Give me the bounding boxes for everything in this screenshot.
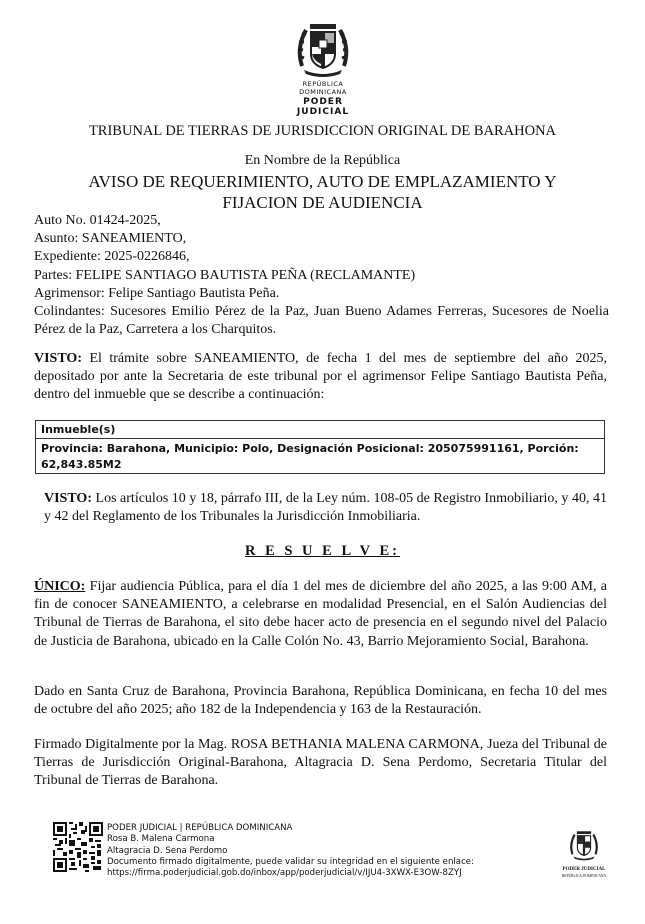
auto-number: Auto No. 01424-2025,: [34, 213, 161, 228]
footer-validation-link[interactable]: https://firma.poderjudicial.gob.do/inbox/app/poderjudicial/v/IJU4-3XWX-E3OW-8ZYJ: [107, 868, 462, 879]
resuelve-heading: R E S U E L V E:: [244, 543, 401, 559]
inmueble-header: Inmueble(s): [36, 421, 604, 439]
header-logo: [278, 18, 368, 117]
case-metadata: [34, 212, 609, 339]
country-name: REPÚBLICA DOMINICANA: [299, 80, 347, 96]
expediente: Expediente: 2025-0226846,: [34, 249, 190, 265]
en-nombre: En Nombre de la República: [244, 153, 401, 168]
coat-of-arms-icon: [567, 828, 601, 862]
visto-paragraph-1: [34, 350, 607, 405]
qr-code-icon[interactable]: [53, 822, 103, 872]
signature-block: [107, 823, 474, 879]
visto-label-1: VISTO:: [34, 351, 82, 366]
firmado-paragraph: Firmado Digitalmente por la Mag. ROSA BETHANIA MALENA CARMONA, Jueza del Tribunal de Tierras de Jurisdicción Original-Barahona, Altagracia D. Sena Perdomo, Secretaria Titular del Tribunal de Tierras de Barahona.: [34, 737, 607, 789]
document-title: [60, 171, 585, 213]
title-line-1: AVISO DE REQUERIMIENTO, AUTO DE EMPLAZAMIENTO Y: [88, 172, 557, 191]
inmueble-row: [36, 439, 604, 474]
footer-validation-note: Documento firmado digitalmente, puede validar su integridad en el siguiente enlace:: [107, 856, 474, 867]
visto-text-1: El trámite sobre SANEAMIENTO, de fecha 1 del mes de septiembre del año 2025, depositado por ante la Secretaria de este tribunal por el agrimensor Felipe Santiago Bautista Peña, dentro del inmueble que se describe a continuación:: [34, 351, 607, 403]
footer-signer-2: Altagracia D. Sena Perdomo: [107, 845, 228, 856]
partes: Partes: FELIPE SANTIAGO BAUTISTA PEÑA (RECLAMANTE): [34, 267, 416, 283]
footer-institution: PODER JUDICIAL | REPÚBLICA DOMINICANA: [107, 823, 293, 833]
unico-paragraph: [34, 578, 607, 651]
footer-seal: [559, 828, 609, 879]
asunto: Asunto: SANEAMIENTO,: [34, 231, 187, 247]
dado-paragraph: Dado en Santa Cruz de Barahona, Provincia Barahona, República Dominicana, en fecha 10 del mes de octubre del año 2025; año 182 de la Independencia y 163 de la Restauración.: [34, 684, 607, 718]
colindantes: Colindantes: Sucesores Emilio Pérez de la Paz, Juan Bueno Adames Ferreras, Sucesores de Noelia Pérez de la Paz, Carretera a los Charquitos.: [34, 304, 609, 338]
coat-of-arms-icon: [292, 18, 354, 80]
visto-text-2: Los artículos 10 y 18, párrafo III, de la Ley núm. 108-05 de Registro Inmobiliario, y 40, 41 y 42 del Reglamento de los Tribunales la Jurisdicción Inmobiliaria.: [44, 491, 607, 525]
signature-footer: [53, 822, 613, 892]
title-line-2: FIJACION DE AUDIENCIA: [222, 193, 423, 212]
visto-paragraph-2: [44, 490, 607, 526]
inmueble-line-1: Provincia: Barahona, Municipio: Polo, Designación Posicional: 205075991161, Porción:: [41, 442, 579, 455]
inmueble-line-2: 62,843.85M2: [41, 457, 122, 471]
footer-seal-line-1: PODER JUDICIAL: [562, 867, 606, 872]
agrimensor: Agrimensor: Felipe Santiago Bautista Peña.: [34, 285, 280, 301]
unico-label: ÚNICO:: [34, 579, 86, 594]
footer-signer-1: Rosa B. Malena Carmona: [107, 834, 215, 845]
tribunal-name: TRIBUNAL DE TIERRAS DE JURISDICCION ORIGINAL DE BARAHONA: [88, 123, 557, 139]
visto-label-2: VISTO:: [44, 491, 92, 506]
institution-name: PODER JUDICIAL: [296, 97, 350, 117]
footer-seal-line-2: REPÚBLICA DOMINICANA: [561, 874, 607, 878]
unico-text: Fijar audiencia Pública, para el día 1 del mes de diciembre del año 2025, a las 9:00 AM, a fin de conocer SANEAMIENTO, a celebrarse en modalidad Presencial, en el Salón Audiencias del Tribunal de Tierras de Barahona, el sito debe hacer acto de presencia en el segundo nivel del Palacio de Justicia de Barahona, ubicado en la Calle Colón No. 43, Barrio Mejoramiento Social, Barahona.: [34, 579, 607, 649]
inmueble-table: [35, 420, 605, 474]
